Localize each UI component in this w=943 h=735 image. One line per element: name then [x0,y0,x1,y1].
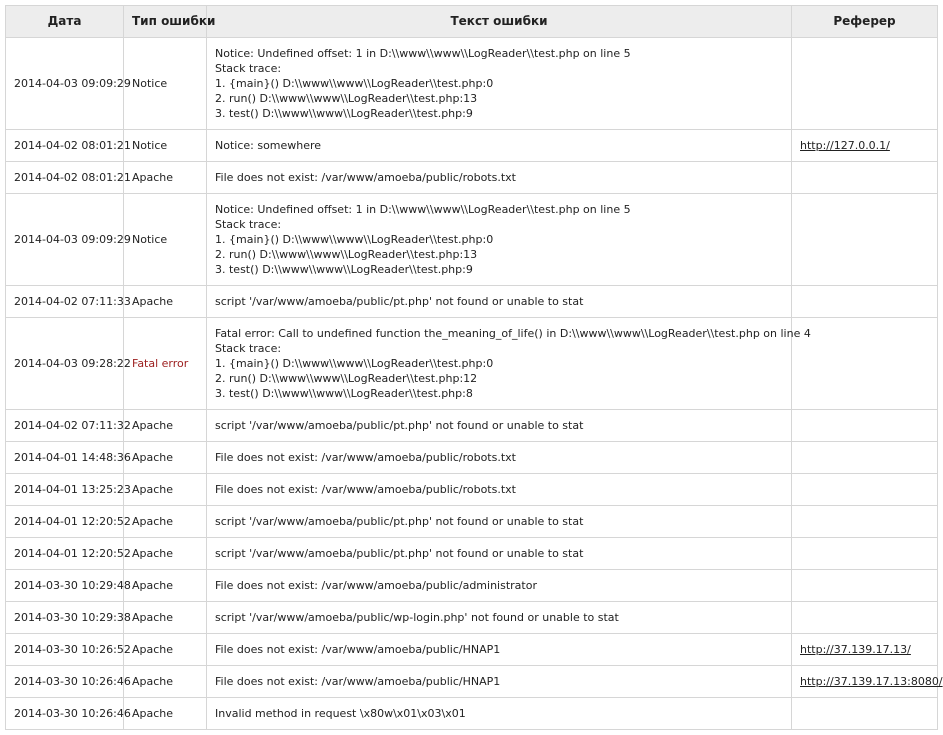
table-row [6,538,938,570]
error-text-line: script '/var/www/amoeba/public/pt.php' not found or unable to stat [215,295,584,308]
cell-error-text [207,474,792,506]
cell-error-type: Apache [124,698,207,730]
error-text-line: File does not exist: /var/www/amoeba/public/HNAP1 [215,675,501,688]
cell-referer [792,410,938,442]
cell-error-type: Apache [124,442,207,474]
table-row [6,130,938,162]
cell-error-text [207,442,792,474]
error-text-line: script '/var/www/amoeba/public/pt.php' not found or unable to stat [215,515,584,528]
table-row [6,162,938,194]
referer-link[interactable]: http://37.139.17.13/ [800,643,911,656]
cell-error-type: Apache [124,286,207,318]
error-log-table [5,5,943,730]
cell-error-text [207,162,792,194]
column-header-type[interactable]: Тип ошибки [124,6,207,38]
error-text-line: 3. test() D:\\www\\www\\LogReader\\test.php:8 [215,387,473,400]
cell-date: 2014-03-30 10:26:46 [6,666,124,698]
cell-error-text [207,634,792,666]
error-text-line: Notice: Undefined offset: 1 in D:\\www\\www\\LogReader\\test.php on line 5 [215,203,631,216]
cell-error-text [207,602,792,634]
cell-error-type: Apache [124,410,207,442]
error-text-line: Stack trace: [215,62,282,75]
cell-error-text [207,506,792,538]
cell-error-type: Apache [124,666,207,698]
referer-link[interactable]: http://127.0.0.1/ [800,139,890,152]
error-text-line: File does not exist: /var/www/amoeba/public/robots.txt [215,483,516,496]
error-text-line: script '/var/www/amoeba/public/pt.php' not found or unable to stat [215,419,584,432]
table-row [6,194,938,286]
cell-error-type: Apache [124,538,207,570]
error-text-line: Fatal error: Call to undefined function the_meaning_of_life() in D:\\www\\www\\LogReader\\test.php on line 4 [215,327,811,340]
cell-referer [792,474,938,506]
cell-date: 2014-03-30 10:29:38 [6,602,124,634]
cell-referer [792,442,938,474]
cell-date: 2014-04-03 09:28:22 [6,318,124,410]
error-text-line: 3. test() D:\\www\\www\\LogReader\\test.php:9 [215,107,473,120]
cell-referer [792,666,943,698]
table-row [6,698,938,730]
table-row [6,570,938,602]
cell-date: 2014-03-30 10:29:48 [6,570,124,602]
cell-error-type: Apache [124,506,207,538]
table-row [6,38,938,130]
cell-date: 2014-04-02 08:01:21 [6,162,124,194]
cell-referer [792,318,938,410]
cell-date: 2014-03-30 10:26:46 [6,698,124,730]
cell-referer [792,194,938,286]
cell-referer [792,286,938,318]
cell-error-text [207,194,792,286]
error-text-line: File does not exist: /var/www/amoeba/public/administrator [215,579,537,592]
cell-error-text [207,570,792,602]
table-row [6,474,938,506]
table-body [6,38,943,730]
cell-date: 2014-04-02 07:11:33 [6,286,124,318]
error-text-line: File does not exist: /var/www/amoeba/public/robots.txt [215,171,516,184]
cell-date: 2014-04-03 09:09:29 [6,194,124,286]
cell-referer [792,506,938,538]
cell-referer [792,130,938,162]
table-row [6,634,938,666]
error-text-line: Stack trace: [215,218,282,231]
cell-date: 2014-04-01 13:25:23 [6,474,124,506]
error-text-line: 1. {main}() D:\\www\\www\\LogReader\\test.php:0 [215,233,494,246]
cell-error-type: Apache [124,162,207,194]
error-text-line: script '/var/www/amoeba/public/wp-login.php' not found or unable to stat [215,611,619,624]
table-header [6,6,938,38]
cell-error-type: Notice [124,194,207,286]
cell-date: 2014-04-02 07:11:32 [6,410,124,442]
table-row [6,318,938,410]
error-text-line: 3. test() D:\\www\\www\\LogReader\\test.php:9 [215,263,473,276]
table-row [6,286,938,318]
error-text-line: Stack trace: [215,342,282,355]
cell-date: 2014-04-02 08:01:21 [6,130,124,162]
cell-referer [792,698,938,730]
cell-date: 2014-04-03 09:09:29 [6,38,124,130]
cell-date: 2014-04-01 14:48:36 [6,442,124,474]
table-row [6,506,938,538]
cell-error-text [207,130,792,162]
error-text-line: 1. {main}() D:\\www\\www\\LogReader\\test.php:0 [215,357,494,370]
cell-date: 2014-03-30 10:26:52 [6,634,124,666]
cell-referer [792,38,938,130]
cell-error-type: Notice [124,130,207,162]
cell-referer [792,634,938,666]
error-text-line: 2. run() D:\\www\\www\\LogReader\\test.php:13 [215,92,478,105]
referer-link[interactable]: http://37.139.17.13:8080/ [800,675,943,688]
cell-date: 2014-04-01 12:20:52 [6,506,124,538]
cell-error-text [207,318,811,410]
cell-error-type: Apache [124,474,207,506]
column-header-referer[interactable]: Реферер [792,6,938,38]
cell-error-text [207,410,792,442]
error-text-line: Invalid method in request \x80w\x01\x03\x01 [215,707,466,720]
table-row [6,442,938,474]
column-header-date[interactable]: Дата [6,6,124,38]
cell-error-text [207,538,792,570]
error-text-line: File does not exist: /var/www/amoeba/public/HNAP1 [215,643,501,656]
cell-referer [792,602,938,634]
table-row [6,410,938,442]
error-text-line: 2. run() D:\\www\\www\\LogReader\\test.php:13 [215,248,478,261]
table-row [6,666,938,698]
header-row [6,6,938,38]
cell-error-text [207,286,792,318]
error-text-line: script '/var/www/amoeba/public/pt.php' not found or unable to stat [215,547,584,560]
error-text-line: File does not exist: /var/www/amoeba/public/robots.txt [215,451,516,464]
error-text-line: 1. {main}() D:\\www\\www\\LogReader\\test.php:0 [215,77,494,90]
column-header-text[interactable]: Текст ошибки [207,6,792,38]
cell-error-type: Apache [124,634,207,666]
cell-error-type: Fatal error [124,318,207,410]
cell-error-text [207,38,792,130]
cell-error-type: Notice [124,38,207,130]
cell-referer [792,538,938,570]
cell-error-type: Apache [124,570,207,602]
error-text-line: 2. run() D:\\www\\www\\LogReader\\test.php:12 [215,372,478,385]
cell-error-type: Apache [124,602,207,634]
cell-error-text [207,666,792,698]
table-row [6,602,938,634]
error-text-line: Notice: Undefined offset: 1 in D:\\www\\www\\LogReader\\test.php on line 5 [215,47,631,60]
error-text-line: Notice: somewhere [215,139,322,152]
cell-date: 2014-04-01 12:20:52 [6,538,124,570]
cell-referer [792,162,938,194]
cell-error-text [207,698,792,730]
cell-referer [792,570,938,602]
